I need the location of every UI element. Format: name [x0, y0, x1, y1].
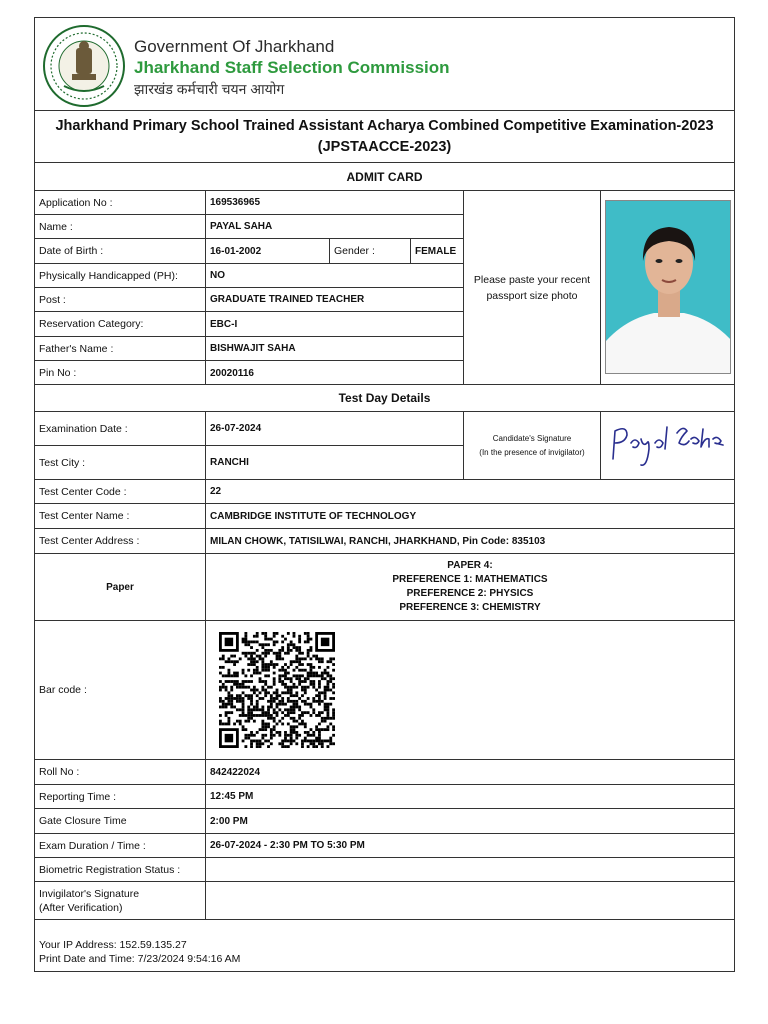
gate-closure-time: 2:00 PM [210, 815, 248, 827]
pin-row: Pin No : 20020116 [35, 361, 463, 385]
test-day-banner [35, 384, 734, 412]
qr-code [206, 621, 734, 759]
paper-details: PAPER 4: PREFERENCE 1: MATHEMATICS PREFERENCE 2: PHYSICS PREFERENCE 3: CHEMISTRY [392, 560, 548, 613]
center-code: 22 [210, 486, 222, 497]
father-row: Father's Name : BISHWAJIT SAHA [35, 337, 463, 361]
candidate-signature [601, 412, 734, 479]
test-city-row: Test City : RANCHI [35, 446, 463, 480]
candidate-name: PAYAL SAHA [210, 221, 273, 232]
dob-row: Date of Birth : 16-01-2002 Gender : FEMALE [35, 239, 463, 264]
candidate-photo [605, 200, 731, 374]
biometric-status [206, 858, 734, 881]
duration-row: Exam Duration / Time : 26-07-2024 - 2:30 PM TO 5:30 PM [35, 834, 734, 858]
government-name: Government Of Jharkhand [134, 37, 335, 56]
center-name: CAMBRIDGE INSTITUTE OF TECHNOLOGY [210, 510, 417, 522]
reporting-time: 12:45 PM [210, 791, 254, 802]
admit-card [34, 17, 735, 972]
center-address-row: Test Center Address : MILAN CHOWK, TATISILWAI, RANCHI, JHARKHAND, Pin Code: 835103 [35, 529, 734, 554]
roll-number: 842422024 [210, 766, 261, 778]
invigilator-row: Invigilator's Signature (After Verification) [35, 882, 734, 920]
commission-name-hindi: झारखंड कर्मचारी चयन आयोग [134, 81, 285, 97]
exam-date-row: Examination Date : 26-07-2024 [35, 412, 463, 446]
center-name-row: Test Center Name : CAMBRIDGE INSTITUTE OF TECHNOLOGY [35, 504, 734, 529]
biometric-row: Biometric Registration Status : [35, 858, 734, 882]
admit-card-banner [35, 163, 734, 191]
application-no: 169536965 [210, 197, 261, 208]
dob-value: 16-01-2002 [206, 239, 330, 263]
reporting-row: Reporting Time : 12:45 PM [35, 785, 734, 809]
photo-instructions: Please paste your recent passport size photo [463, 191, 601, 384]
barcode-row: Bar code : [35, 621, 734, 760]
exam-duration: 26-07-2024 - 2:30 PM TO 5:30 PM [210, 840, 365, 851]
center-code-row: Test Center Code : 22 [35, 479, 734, 504]
signature-instructions: Candidate's Signature (In the presence of invigilator) [463, 412, 601, 479]
test-city: RANCHI [210, 457, 249, 468]
admit-card-label: ADMIT CARD [346, 169, 423, 184]
commission-name: Jharkhand Staff Selection Commission [134, 58, 450, 77]
gate-row: Gate Closure Time 2:00 PM [35, 809, 734, 834]
emblem-seal-icon [42, 24, 126, 108]
exam-title: Jharkhand Primary School Trained Assistant Acharya Combined Competitive Examination-2023 (JPSTAACCE-2023) [35, 111, 734, 163]
roll-row: Roll No : 842422024 [35, 760, 734, 785]
test-day-heading: Test Day Details [338, 391, 431, 405]
invigilator-signature [206, 882, 734, 919]
ph-value: NO [210, 270, 225, 281]
post-row: Post : GRADUATE TRAINED TEACHER [35, 288, 463, 312]
gender-value: FEMALE [415, 245, 457, 257]
post-value: GRADUATE TRAINED TEACHER [210, 294, 365, 305]
header [35, 18, 734, 111]
name-row: Name : PAYAL SAHA [35, 215, 463, 239]
center-address: MILAN CHOWK, TATISILWAI, RANCHI, JHARKHAND, Pin Code: 835103 [210, 535, 546, 547]
ip-address: Your IP Address: 152.59.135.27 [39, 939, 187, 951]
print-date-time: Print Date and Time: 7/23/2024 9:54:16 AM [39, 953, 241, 965]
ph-row: Physically Handicapped (PH): NO [35, 264, 463, 288]
application-row: Application No : 169536965 [35, 191, 463, 215]
print-info [35, 920, 734, 972]
exam-date: 26-07-2024 [210, 423, 262, 434]
category-value: EBC-I [210, 318, 238, 330]
father-name: BISHWAJIT SAHA [210, 343, 296, 354]
paper-row: Paper PAPER 4: PREFERENCE 1: MATHEMATICS PREFERENCE 2: PHYSICS PREFERENCE 3: CHEMISTRY [35, 554, 734, 621]
pin-value: 20020116 [210, 367, 254, 379]
category-row: Reservation Category: EBC-I [35, 312, 463, 337]
